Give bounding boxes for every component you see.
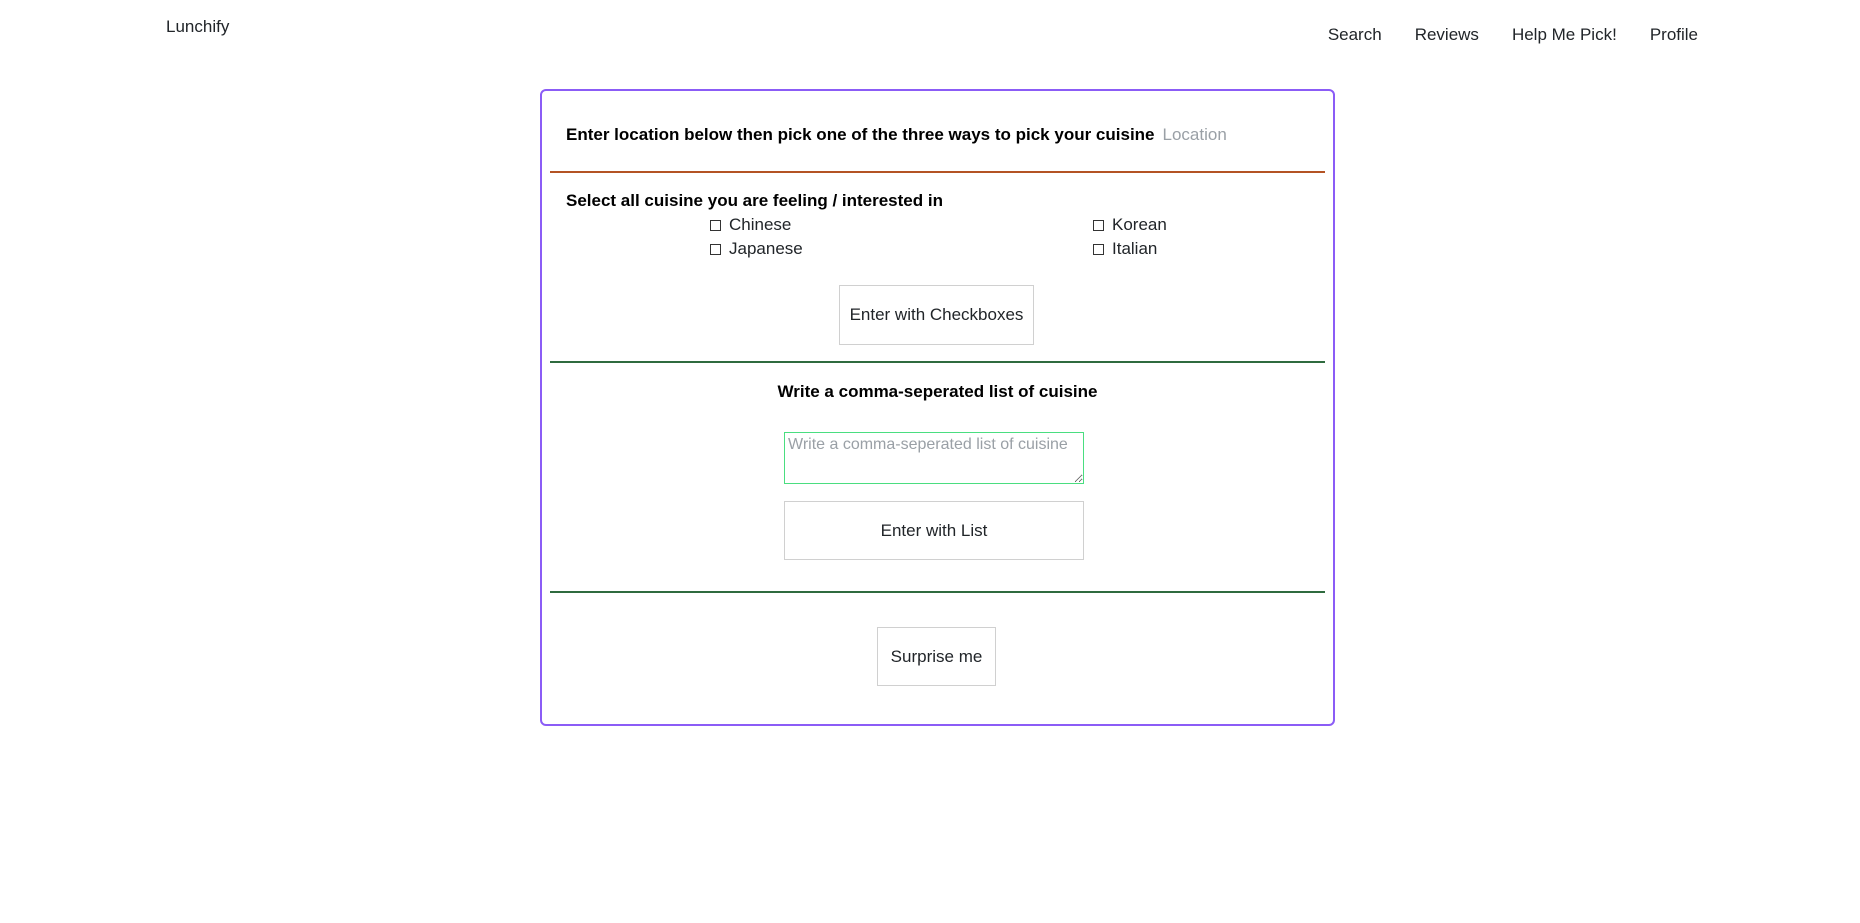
top-nav xyxy=(1328,24,1698,46)
location-input[interactable] xyxy=(1163,125,1323,145)
checkbox-japanese[interactable] xyxy=(710,239,803,259)
location-row xyxy=(566,125,1323,145)
cuisine-picker-card xyxy=(540,89,1335,726)
checkbox-icon[interactable] xyxy=(1093,220,1104,231)
checkbox-label: Italian xyxy=(1112,239,1158,258)
checkbox-chinese[interactable] xyxy=(710,215,791,235)
checkbox-italian[interactable] xyxy=(1093,239,1157,259)
brand-logo[interactable]: Lunchify xyxy=(166,17,230,36)
nav-item-help-me-pick[interactable]: Help Me Pick! xyxy=(1511,25,1617,44)
checkbox-label: Chinese xyxy=(729,215,792,234)
cuisine-list-textarea[interactable] xyxy=(784,432,1084,484)
checkbox-icon[interactable] xyxy=(710,220,721,231)
location-title: Enter location below then pick one of the three ways to pick your cuisine xyxy=(566,125,1155,144)
section-divider xyxy=(550,171,1325,173)
checkbox-label: Japanese xyxy=(729,239,803,258)
nav-item-search[interactable]: Search xyxy=(1327,25,1382,44)
checkbox-icon[interactable] xyxy=(710,244,721,255)
nav-item-reviews[interactable]: Reviews xyxy=(1414,25,1479,44)
checkbox-icon[interactable] xyxy=(1093,244,1104,255)
enter-with-checkboxes-button[interactable]: Enter with Checkboxes xyxy=(839,285,1034,345)
nav-item-profile[interactable]: Profile xyxy=(1649,25,1698,44)
checkbox-section-title: Select all cuisine you are feeling / interested in xyxy=(566,191,943,210)
enter-with-list-button[interactable]: Enter with List xyxy=(784,501,1084,560)
checkbox-label: Korean xyxy=(1112,215,1167,234)
surprise-me-button[interactable]: Surprise me xyxy=(877,627,996,686)
list-section-title: Write a comma-seperated list of cuisine xyxy=(777,382,1098,401)
checkbox-korean[interactable] xyxy=(1093,215,1167,235)
section-divider xyxy=(550,591,1325,593)
section-divider xyxy=(550,361,1325,363)
